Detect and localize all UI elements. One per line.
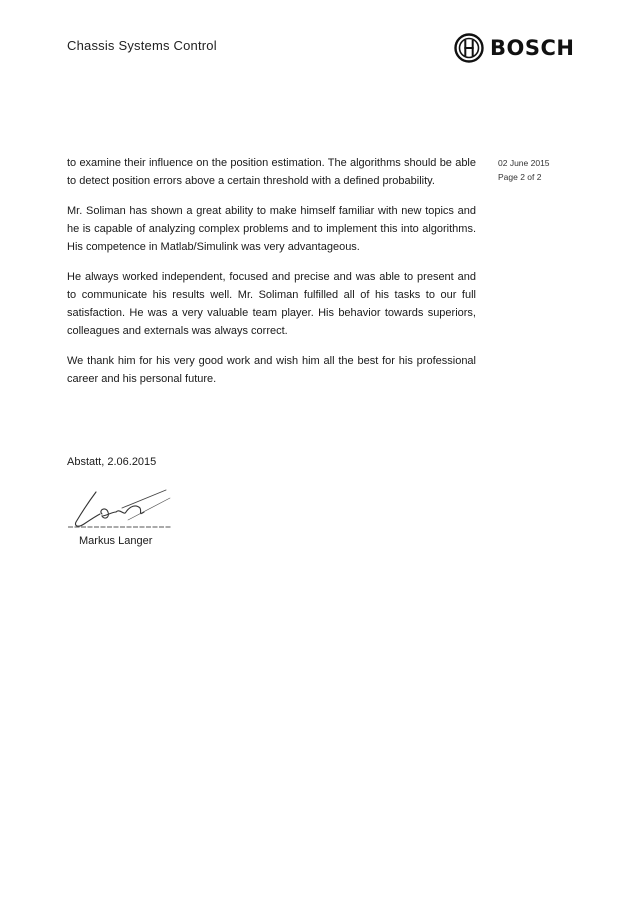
paragraph: Mr. Soliman has shown a great ability to make himself familiar with new topics and he is capable of analyzing complex problems and to implement this into algorithms. His competence in Matlab/Simulink was very advantageous.	[67, 205, 476, 253]
paragraph: to examine their influence on the position estimation. The algorithms should be able to detect position errors above a certain threshold with a defined probability.	[67, 157, 476, 187]
bosch-armature-icon	[454, 33, 484, 63]
page-number: Page 2 of 2	[498, 172, 542, 182]
letter-meta	[498, 156, 550, 184]
letter-body	[67, 154, 476, 400]
bosch-wordmark: BOSCH	[490, 36, 575, 60]
place-and-date: Abstatt, 2.06.2015	[67, 456, 157, 468]
department-name: Chassis Systems Control	[67, 38, 217, 53]
bosch-logo	[454, 33, 574, 63]
paragraph: He always worked independent, focused and precise and was able to present and to communicate his results well. Mr. Soliman fulfilled all of his tasks to our full satisfaction. He was a very valuable team player. His behavior towards superiors, colleagues and externals was always correct.	[67, 271, 476, 337]
signer-name: Markus Langer	[79, 535, 153, 547]
handwritten-signature	[66, 486, 172, 530]
paragraph: We thank him for his very good work and wish him all the best for his professional career and his personal future.	[67, 355, 476, 385]
letter-date: 02 June 2015	[498, 158, 550, 168]
